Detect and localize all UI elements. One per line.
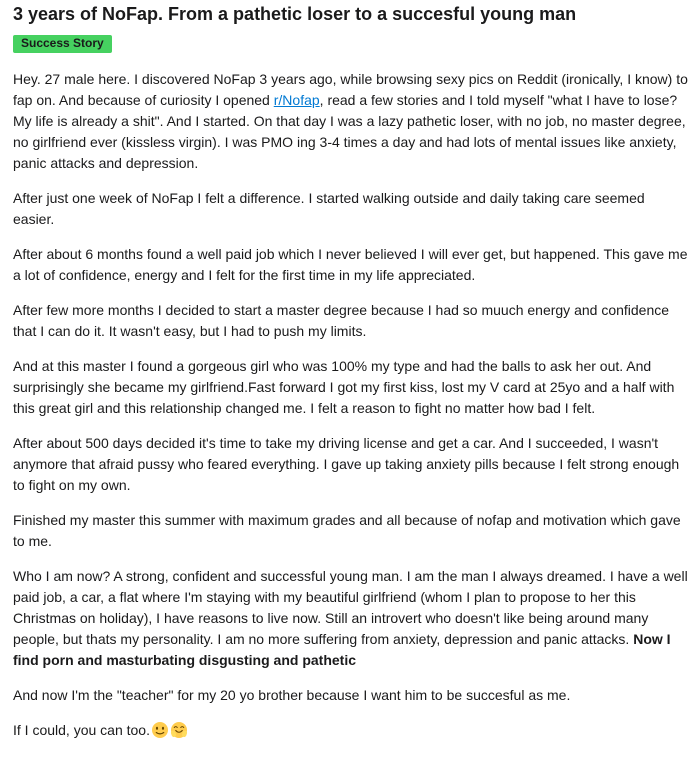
slightly-smiling-face-emoji (151, 721, 169, 739)
hugging-face-emoji (170, 721, 188, 739)
post-paragraph: After few more months I decided to start a master degree because I had so muuch energy and confidence that I can do it. It wasn't easy, but I had to push my limits. (13, 302, 670, 339)
bold-text: Now I find porn and masturbating disgusting and pathetic (13, 631, 671, 668)
post-paragraph: After about 500 days decided it's time to take my driving license and get a car. And I succeeded, I wasn't anymore that afraid pussy who feared everything. I gave up taking anxiety pills because I felt strong enough to fight on my own. (13, 435, 680, 493)
subreddit-link[interactable]: r/Nofap (273, 92, 320, 108)
post-title: 3 years of NoFap. From a pathetic loser to a succesful young man (13, 4, 577, 24)
post-body (13, 69, 689, 741)
post-paragraph: After just one week of NoFap I felt a difference. I started walking outside and daily taking care seemed easier. (13, 190, 645, 227)
flair-badge[interactable]: Success Story (13, 35, 112, 53)
post-paragraph: If I could, you can too. (13, 720, 689, 741)
post-paragraph: And now I'm the "teacher" for my 20 yo brother because I want him to be succesful as me. (13, 687, 571, 703)
post-paragraph: After about 6 months found a well paid job which I never believed I will ever get, but happened. This gave me a lot of confidence, energy and I felt for the first time in my life appreciated. (13, 246, 688, 283)
post-paragraph: Who I am now? A strong, confident and successful young man. I am the man I always dreamed. I have a well paid job, a car, a flat where I'm staying with my beautiful girlfriend (whom I plan to propose to her this Christmas on holiday), I have reasons to live now. Still an introvert who doesn't like being around many people, but thats my personality. I am no more suffering from anxiety, depression and panic attacks. Now I find porn and masturbating disgusting and pathetic (13, 568, 688, 668)
post-paragraph: Hey. 27 male here. I discovered NoFap 3 years ago, while browsing sexy pics on Reddit (ironically, I know) to fap on. And because of curiosity I opened r/Nofap, read a few stories and I told myself "what I have to lose? My life is already a shit". And I started. On that day I was a lazy pathetic loser, with no job, no master degree, no girlfriend ever (kissless virgin). I was PMO ing 3-4 times a day and had lots of mental issues like anxiety, panic attacks and depression. (13, 71, 688, 171)
post-paragraph: Finished my master this summer with maximum grades and all because of nofap and motivation which gave to me. (13, 512, 681, 549)
post-paragraph: And at this master I found a gorgeous girl who was 100% my type and had the balls to ask her out. And surprisingly she became my girlfriend.Fast forward I got my first kiss, lost my V card at 25yo and a half with this great girl and this relationship changed me. I felt a reason to fight no matter how bad I felt. (13, 358, 675, 416)
